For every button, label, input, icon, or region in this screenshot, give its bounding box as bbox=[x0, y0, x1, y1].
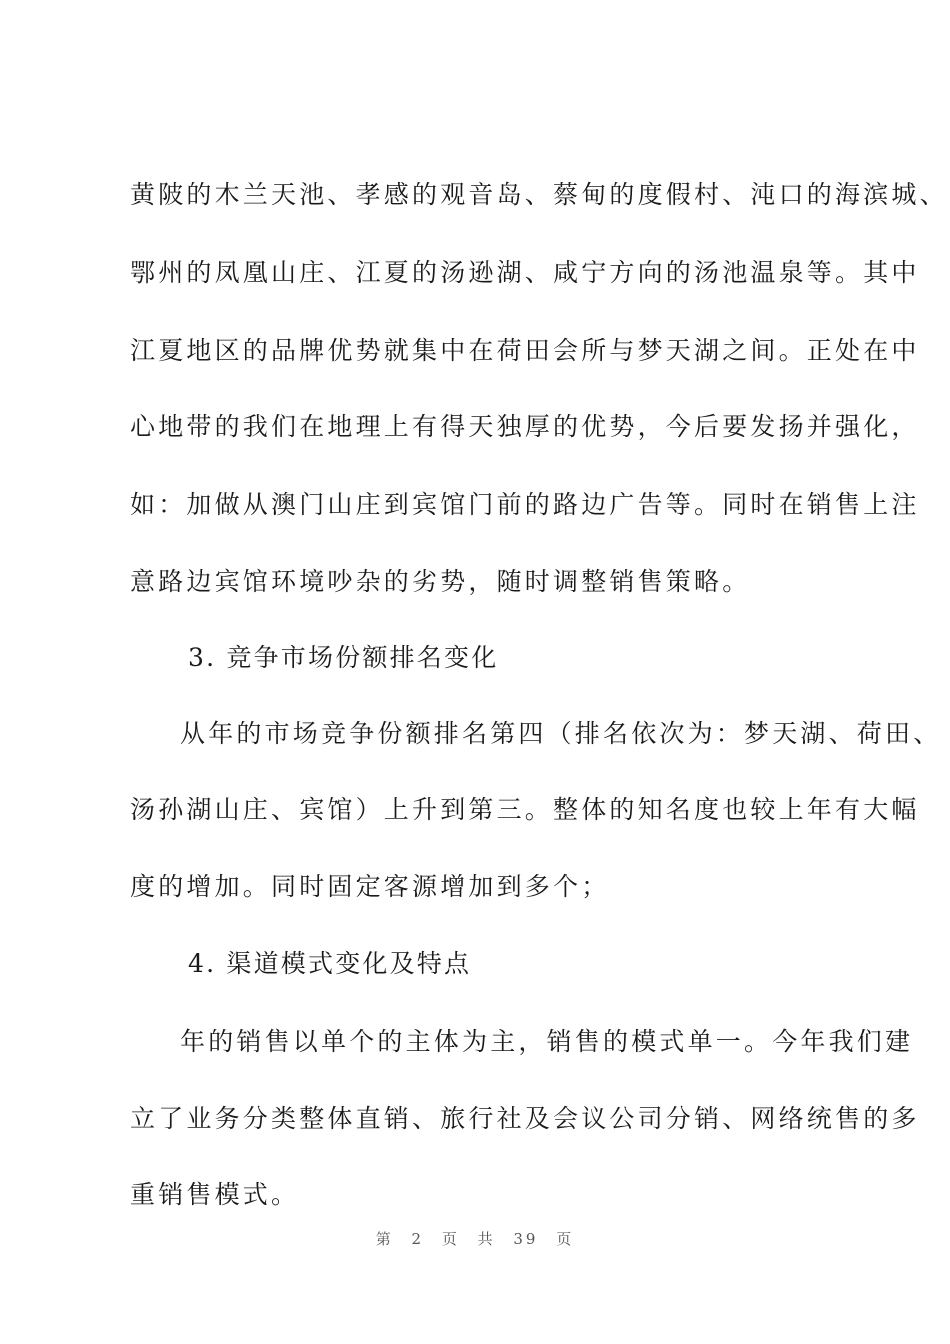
paragraph-line: 从年的市场竞争份额排名第四（排名依次为：梦天湖、荷田、 bbox=[180, 719, 942, 748]
section-heading-4: 4. 渠道模式变化及特点 bbox=[188, 949, 472, 978]
paragraph-line: 江夏地区的品牌优势就集中在荷田会所与梦天湖之间。正处在中 bbox=[130, 336, 920, 365]
paragraph-line: 年的销售以单个的主体为主，销售的模式单一。今年我们建 bbox=[180, 1027, 914, 1056]
paragraph-line: 如：加做从澳门山庄到宾馆门前的路边广告等。同时在销售上注 bbox=[130, 490, 920, 519]
page-number-footer: 第 2 页 共 39 页 bbox=[375, 1230, 575, 1248]
paragraph-line: 意路边宾馆环境吵杂的劣势，随时调整销售策略。 bbox=[130, 567, 751, 596]
paragraph-line: 心地带的我们在地理上有得天独厚的优势，今后要发扬并强化， bbox=[130, 412, 920, 441]
paragraph-line: 立了业务分类整体直销、旅行社及会议公司分销、网络统售的多 bbox=[130, 1104, 920, 1133]
paragraph-line: 黄陂的木兰天池、孝感的观音岛、蔡甸的度假村、沌口的海滨城、 bbox=[130, 180, 948, 209]
paragraph-line: 鄂州的凤凰山庄、江夏的汤逊湖、咸宁方向的汤池温泉等。其中 bbox=[130, 258, 920, 287]
paragraph-line: 汤孙湖山庄、宾馆）上升到第三。整体的知名度也较上年有大幅 bbox=[130, 795, 920, 824]
paragraph-line: 重销售模式。 bbox=[130, 1180, 300, 1209]
section-heading-3: 3. 竞争市场份额排名变化 bbox=[188, 643, 499, 672]
paragraph-line: 度的增加。同时固定客源增加到多个； bbox=[130, 872, 610, 901]
